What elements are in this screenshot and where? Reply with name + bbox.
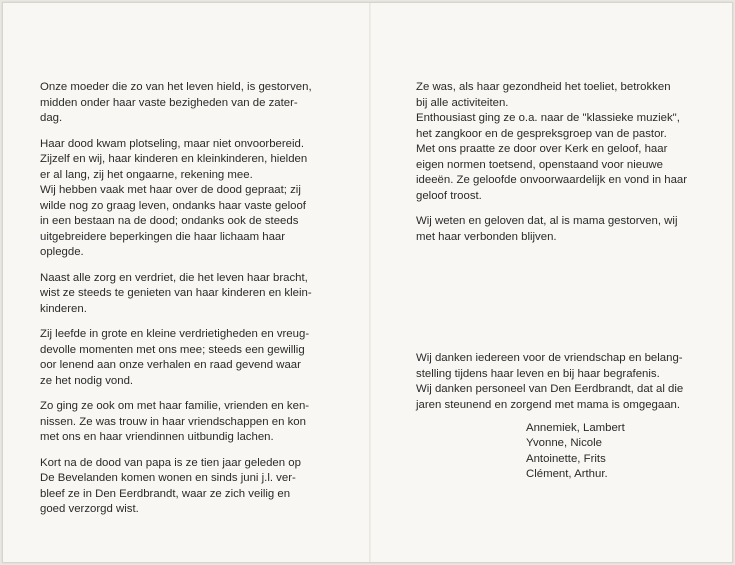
signature-block xyxy=(526,421,706,482)
signature-line: Yvonne, Nicole xyxy=(526,437,602,450)
paragraph-thanks: Wij danken iedereen voor de vriendschap en belang- stelling tijdens haar leven en bij haar begrafenis. Wij danken personeel van Den Eerdbrandt, dat al die jaren steunend en zorgend met mama is omgegaan. xyxy=(416,352,684,411)
paragraph-sudden-death: Haar dood kwam plotseling, maar niet onvoorbereid. Zijzelf en wij, haar kinderen en kleinkinderen, hielden er al lang, zij het ongaarne, rekening mee. Wij hebben vaak met haar over de dood gepraat; zij wilde nog zo graag leven, ondanks haar vaste geloof in een bestaan na de dood; ondanks ook de steeds uitgebreidere beperkingen die haar lichaam haar oplegde. xyxy=(40,137,308,258)
paragraph-connected: Wij weten en geloven dat, al is mama gestorven, wij met haar verbonden blijven. xyxy=(416,215,678,243)
card-fold-line xyxy=(369,3,371,562)
paragraph-family-friends: Zo ging ze ook om met haar familie, vrienden en ken- nissen. Ze was trouw in haar vriendschappen en kon met ons en haar vriendinnen uitbundig lachen. xyxy=(40,400,310,443)
right-column-bottom xyxy=(416,351,699,423)
paragraph-den-eerdbrandt: Kort na de dood van papa is ze tien jaar geleden op De Bevelanden komen wonen en sinds juni j.l. ver- bleef ze in Den Eerdbrandt, waar ze zich veilig en goed verzorgd wist. xyxy=(40,456,301,515)
paragraph-shared-moments: Zij leefde in grote en kleine verdrietigheden en vreug- devolle momenten met ons mee; steeds een gewillig oor lenend aan onze verhalen en raad gevend waar ze het nodig vond. xyxy=(40,328,310,387)
signature-line: Clément, Arthur. xyxy=(526,467,608,480)
right-column-top xyxy=(416,80,699,255)
left-column xyxy=(40,80,336,528)
signature-line: Annemiek, Lambert xyxy=(526,422,625,434)
paragraph-enjoyed-children: Naast alle zorg en verdriet, die het leven haar bracht, wist ze steeds te genieten van haar kinderen en klein- kinderen. xyxy=(40,271,312,315)
signature-line: Antoinette, Frits xyxy=(526,452,606,465)
paragraph-death-announcement: Onze moeder die zo van het leven hield, is gestorven, midden onder haar vaste bezigheden van de zater- dag. xyxy=(40,81,312,124)
memorial-card xyxy=(2,2,733,563)
paragraph-activities: Ze was, als haar gezondheid het toeliet, betrokken bij alle activiteiten. Enthousiast ging ze o.a. naar de "klassieke muziek", het zangkoor en de gespreksgroep van de pastor. Met ons praatte ze door over Kerk en geloof, haar eigen normen toetsend, openstaand voor nieuwe ideeën. Ze geloofde onvoorwaardelijk en vond in haar geloof troost. xyxy=(416,81,688,202)
